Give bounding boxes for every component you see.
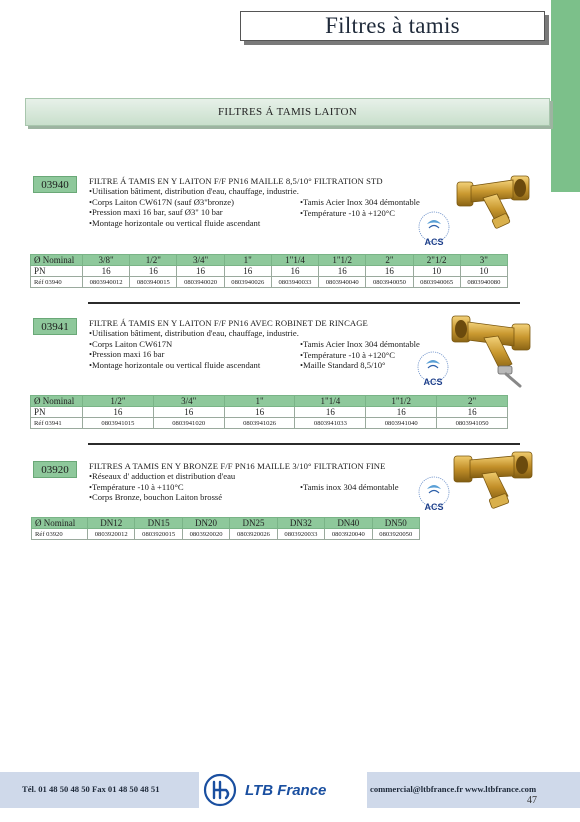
size-cell: 3/4" (153, 396, 224, 407)
bullet-item: • Pression maxi 16 bar, sauf Ø3" 10 bar (89, 207, 349, 218)
pn-cell: 10 (460, 266, 507, 277)
size-cell: 1"1/2 (319, 255, 366, 266)
acs-label: ACS (424, 237, 444, 247)
brand-logo (199, 772, 367, 808)
row-label: PN (31, 266, 83, 277)
bullet-item: • Utilisation bâtiment, distribution d'eau, chauffage, industrie. (89, 328, 349, 339)
size-cell: DN50 (372, 518, 419, 529)
row-label: Ø Nominal (31, 396, 83, 407)
brass-y-strainer-image (453, 168, 533, 230)
ref-cell: 0803940015 (130, 277, 177, 288)
size-cell: DN15 (135, 518, 182, 529)
size-cell: 3" (460, 255, 507, 266)
size-cell: 2"1/2 (413, 255, 460, 266)
bullet-item: • Maille Standard 8,5/10° (300, 360, 455, 371)
ref-cell: 0803941033 (295, 418, 366, 429)
row-label: PN (31, 407, 83, 418)
size-cell: 3/8" (83, 255, 130, 266)
pn-cell: 16 (177, 266, 224, 277)
size-cell: 3/4" (177, 255, 224, 266)
ref-cell: 0803940026 (224, 277, 271, 288)
table-row-ref (32, 529, 420, 540)
size-cell: 1/2" (83, 396, 154, 407)
pn-cell: 16 (153, 407, 224, 418)
ref-cell: 0803920033 (277, 529, 324, 540)
ref-cell: 0803940012 (83, 277, 130, 288)
page-title-box (240, 11, 545, 41)
table-row-pn (31, 407, 508, 418)
ref-cell: 0803941050 (437, 418, 508, 429)
footer-email-web: commercial@ltbfrance.fr www.ltbfrance.com (370, 784, 537, 794)
pn-cell: 16 (224, 407, 295, 418)
product-headline (89, 461, 459, 472)
ref-cell: 0803941020 (153, 418, 224, 429)
ref-cell: 0803940080 (460, 277, 507, 288)
bullet-item: • Utilisation bâtiment, distribution d'eau, chauffage, industrie. (89, 186, 349, 197)
pn-cell: 16 (366, 266, 413, 277)
acs-label: ACS (423, 377, 443, 387)
footer-phone-fax: Tél. 01 48 50 48 50 Fax 01 48 50 48 51 (22, 784, 160, 794)
brass-strainer-with-drain-valve-image (450, 310, 534, 392)
size-cell: 2" (366, 255, 413, 266)
bullet-item: • Tamis Acier Inox 304 démontable (300, 339, 455, 350)
bullet-item: • Montage horizontale ou vertical fluide ascendant (89, 218, 349, 229)
product-code-badge: 03940 (33, 176, 77, 193)
size-cell: DN12 (88, 518, 135, 529)
ref-cell: 0803940020 (177, 277, 224, 288)
bullet-item: • Température -10 à +120°C (300, 208, 455, 219)
section-title: FILTRES Á TAMIS LAITON (217, 106, 358, 118)
table-row-nominal (31, 396, 508, 407)
pn-cell: 16 (224, 266, 271, 277)
ref-cell: 0803920020 (182, 529, 229, 540)
size-cell: DN20 (182, 518, 229, 529)
side-tab (551, 0, 580, 192)
pn-cell: 16 (366, 407, 437, 418)
table-row-ref (31, 418, 508, 429)
acs-certification-logo (414, 350, 452, 388)
table-row-nominal (32, 518, 420, 529)
pn-cell: 16 (319, 266, 366, 277)
pn-cell: 16 (83, 266, 130, 277)
page-number: 47 (527, 795, 537, 806)
pn-cell: 10 (413, 266, 460, 277)
bullet-item: • Corps Bronze, bouchon Laiton brossé (89, 492, 349, 503)
bullet-item: • Température -10 à +110°C (89, 482, 349, 493)
product-headline (89, 318, 459, 329)
bullet-item: • Réseaux d' adduction et distribution d'eau (89, 471, 349, 482)
product-headline-text: FILTRES A TAMIS EN Y BRONZE F/F PN16 MAILLE 3/10° FILTRATION FINE (89, 461, 386, 471)
bullet-item: • Corps Laiton CW617N (sauf Ø3"bronze) (89, 197, 349, 208)
page-title: Filtres à tamis (325, 13, 460, 38)
bullet-item: • Montage horizontale ou vertical fluide ascendant (89, 360, 349, 371)
spec-table-03941 (30, 395, 508, 429)
row-label: Réf 03920 (32, 529, 88, 540)
ref-cell: 0803920040 (325, 529, 372, 540)
bullet-item: • Température -10 à +120°C (300, 350, 455, 361)
spec-table-03940 (30, 254, 508, 288)
size-cell: DN40 (325, 518, 372, 529)
acs-certification-logo (415, 475, 453, 513)
table-row-pn (31, 266, 508, 277)
pn-cell: 16 (437, 407, 508, 418)
ref-cell: 0803940065 (413, 277, 460, 288)
product-headline-text: FILTRE Á TAMIS EN Y LAITON F/F PN16 MAILLE 8,5/10° FILTRATION STD (89, 176, 383, 186)
row-label: Ø Nominal (31, 255, 83, 266)
section-banner (25, 98, 550, 126)
section-divider (88, 302, 520, 304)
ref-cell: 0803920012 (88, 529, 135, 540)
ref-cell: 0803920050 (372, 529, 419, 540)
ref-cell: 0803920026 (230, 529, 277, 540)
pn-cell: 16 (83, 407, 154, 418)
acs-label: ACS (424, 502, 444, 512)
table-row-ref (31, 277, 508, 288)
row-label: Réf 03940 (31, 277, 83, 288)
size-cell: 2" (437, 396, 508, 407)
size-cell: 1/2" (130, 255, 177, 266)
size-cell: 1" (224, 396, 295, 407)
bullet-item: • Corps Laiton CW617N (89, 339, 349, 350)
ref-cell: 0803920015 (135, 529, 182, 540)
spec-table-03920 (31, 517, 420, 540)
bronze-y-strainer-image (452, 444, 534, 510)
size-cell: 1"1/2 (366, 396, 437, 407)
ref-cell: 0803941040 (366, 418, 437, 429)
ref-cell: 0803940033 (271, 277, 318, 288)
pn-cell: 16 (295, 407, 366, 418)
bullet-item: • Pression maxi 16 bar (89, 349, 349, 360)
size-cell: 1"1/4 (271, 255, 318, 266)
size-cell: 1"1/4 (295, 396, 366, 407)
ref-cell: 0803940050 (366, 277, 413, 288)
size-cell: DN25 (230, 518, 277, 529)
acs-certification-logo (415, 210, 453, 248)
product-code-badge: 03920 (33, 461, 77, 478)
bullet-item: • Tamis inox 304 démontable (300, 482, 455, 493)
product-headline-text: FILTRE Á TAMIS EN Y LAITON F/F PN16 AVEC ROBINET DE RINCAGE (89, 318, 368, 328)
ref-cell: 0803941026 (224, 418, 295, 429)
row-label: Réf 03941 (31, 418, 83, 429)
table-row-nominal (31, 255, 508, 266)
bullet-item: • Tamis Acier Inox 304 démontable (300, 197, 455, 208)
row-label: Ø Nominal (32, 518, 88, 529)
pn-cell: 16 (271, 266, 318, 277)
ref-cell: 0803941015 (83, 418, 154, 429)
ref-cell: 0803940040 (319, 277, 366, 288)
product-headline (89, 176, 459, 187)
size-cell: 1" (224, 255, 271, 266)
brand-name: LTB France (245, 781, 327, 799)
product-code-badge: 03941 (33, 318, 77, 335)
ltb-emblem-icon (203, 773, 237, 807)
pn-cell: 16 (130, 266, 177, 277)
size-cell: DN32 (277, 518, 324, 529)
